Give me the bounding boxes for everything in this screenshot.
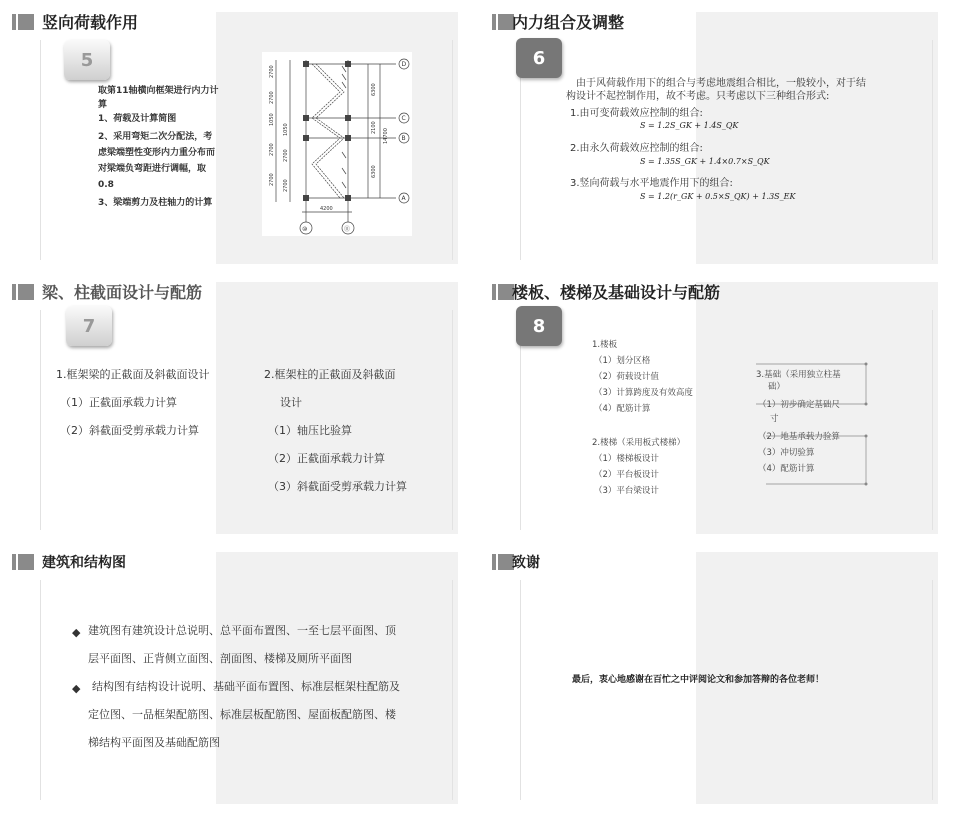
text-line: 1.框架梁的正截面及斜截面设计 [56, 368, 210, 381]
slide-title: 内力组合及调整 [512, 13, 625, 32]
left-dimension: 2700 [269, 91, 275, 104]
text-line: 取第11轴横向框架进行内力计 [98, 86, 219, 96]
axis-label-d: D [401, 61, 407, 68]
text-line: 层平面图、正背侧立面图、剖面图、楼梯及厕所平面图 [88, 652, 352, 665]
slide-title: 建筑和结构图 [42, 555, 126, 571]
combination-item: 1.由可变荷载效应控制的组合: [570, 108, 703, 119]
text-line: 结构图有结构设计说明、基础平面布置图、标准层框架柱配筋及 [92, 680, 400, 693]
thanks-text: 最后，衷心地感谢在百忙之中评阅论文和参加答辩的各位老师！ [572, 675, 825, 685]
header-mark-icon [12, 14, 34, 30]
slide-backdrop [696, 12, 938, 264]
left-dimension: 2700 [283, 179, 289, 192]
text-line: （4）配筋计算 [758, 464, 815, 474]
right-dimension: 6300 [371, 83, 377, 96]
header-mark-icon [12, 284, 34, 300]
bracket-connector [484, 274, 950, 534]
text-line: 2、采用弯矩二次分配法，考 [98, 132, 213, 142]
text-line: （2）地基承载力验算 [758, 432, 840, 442]
left-dimension: 1050 [269, 113, 275, 126]
width-dimension: 4200 [320, 206, 333, 212]
slide-number-badge: 8 [516, 306, 562, 346]
header-mark-icon [492, 554, 514, 570]
slide-title: 楼板、楼梯及基础设计与配筋 [512, 283, 721, 302]
axis-label-b: B [401, 135, 406, 142]
slide-vertical-load [4, 4, 470, 264]
slide-internal-force [484, 4, 950, 264]
text-line: （3）斜截面受剪承载力计算 [268, 480, 407, 493]
slide-backdrop [216, 282, 458, 534]
slide-section-design [4, 274, 470, 534]
left-dimension: 2700 [283, 149, 289, 162]
text-line: （2）荷载设计值 [594, 372, 659, 382]
text-line: 础） [768, 382, 786, 392]
formula: S = 1.35S_GK + 1.4×0.7×S_QK [640, 157, 770, 166]
text-line: （1）正截面承载力计算 [60, 396, 177, 409]
text-line: （1）楼梯板设计 [594, 454, 659, 464]
slide-number-badge: 6 [516, 38, 562, 78]
axis-label-10: ⑩ [302, 226, 308, 233]
text-line: 建筑图有建筑设计总说明、总平面布置图、一至七层平面图、顶 [88, 624, 396, 637]
total-dimension: 14700 [383, 128, 389, 144]
left-dimension: 2700 [269, 143, 275, 156]
text-line: （1）轴压比验算 [268, 424, 352, 437]
diamond-bullet-icon: ◆ [72, 682, 81, 695]
text-line: 定位图、一品框架配筋图、标准层板配筋图、屋面板配筋图、楼 [88, 708, 396, 721]
text-line: （3）计算跨度及有效高度 [594, 388, 693, 398]
diamond-bullet-icon: ◆ [72, 626, 81, 639]
formula: S = 1.2S_GK + 1.4S_QK [640, 121, 739, 130]
text-line: （3）平台梁设计 [594, 486, 659, 496]
slide-drawings [4, 544, 470, 804]
header-mark-icon [12, 554, 34, 570]
slide-thanks [484, 544, 950, 804]
text-line: 0.8 [98, 180, 114, 190]
axis-label-a: A [401, 195, 406, 202]
combination-item: 2.由永久荷载效应控制的组合: [570, 143, 703, 154]
text-line: （1）划分区格 [594, 356, 651, 366]
right-dimension: 6300 [371, 165, 377, 178]
text-line: 2.楼梯（采用板式楼梯） [592, 438, 686, 448]
text-line: 算 [98, 100, 108, 110]
text-line: 虑梁端塑性变形内力重分布而 [98, 148, 216, 158]
text-line: 寸 [770, 414, 779, 424]
text-line: 3、梁端剪力及柱轴力的计算 [98, 198, 213, 208]
left-dimension: 2700 [269, 65, 275, 78]
text-line: 3.基础（采用独立柱基 [756, 370, 841, 380]
axis-label-c: C [401, 115, 406, 122]
intro-text: 构设计不起控制作用，故不考虑。只考虑以下三种组合形式: [566, 91, 830, 102]
text-line: 梯结构平面图及基础配筋图 [88, 736, 220, 749]
text-line: 2.框架柱的正截面及斜截面 [264, 368, 396, 381]
text-line: （2）平台板设计 [594, 470, 659, 480]
axis-label-11: ⑪ [344, 226, 351, 233]
left-dimension: 1050 [283, 123, 289, 136]
text-line: 设计 [280, 396, 302, 409]
right-dimension: 2100 [371, 121, 377, 134]
slide-title: 梁、柱截面设计与配筋 [42, 283, 203, 302]
slide-title: 竖向荷载作用 [42, 13, 139, 32]
formula: S = 1.2(r_GK + 0.5×S_QK) + 1.3S_EK [640, 192, 796, 201]
slide-number-badge: 7 [66, 306, 112, 346]
combination-item: 3.竖向荷载与水平地震作用下的组合: [570, 178, 733, 189]
left-dimension: 2700 [269, 173, 275, 186]
slide-number-badge: 5 [64, 40, 110, 80]
text-line: （2）斜截面受剪承载力计算 [60, 424, 199, 437]
slide-slab-stair-foundation [484, 274, 950, 534]
header-mark-icon [492, 14, 514, 30]
text-line: （4）配筋计算 [594, 404, 651, 414]
text-line: （3）冲切验算 [758, 448, 815, 458]
text-line: 1.楼板 [592, 340, 618, 350]
text-line: 1、荷载及计算简图 [98, 114, 177, 124]
text-line: 对梁端负弯距进行调幅，取 [98, 164, 207, 174]
frame-calculation-diagram [262, 52, 412, 236]
intro-text: 由于风荷载作用下的组合与考虑地震组合相比，一般较小，对于结 [576, 78, 866, 89]
slide-title: 致谢 [512, 555, 540, 571]
text-line: （2）正截面承载力计算 [268, 452, 385, 465]
text-line: （1）初步确定基础尺 [758, 400, 840, 410]
